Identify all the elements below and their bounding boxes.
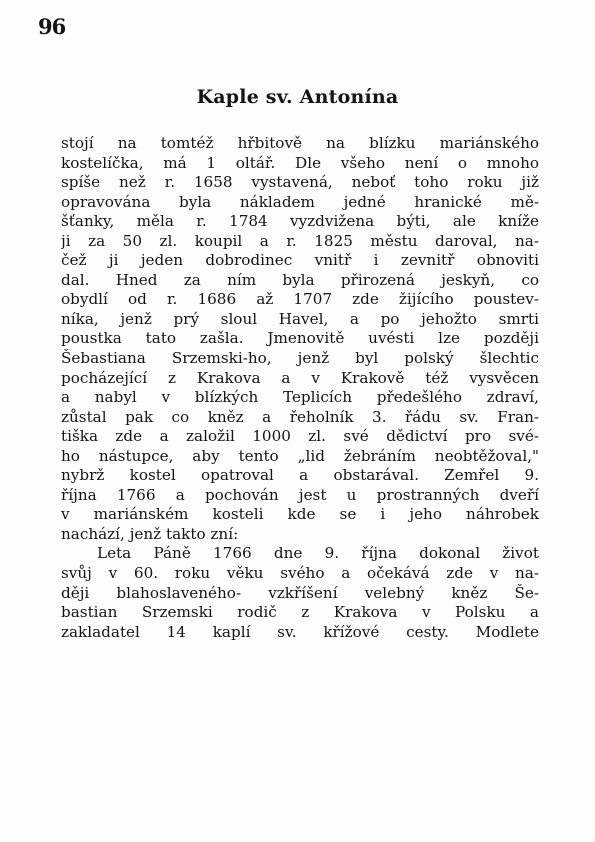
text-line: ději blahoslaveného- vzkříšení velebný kněz Še- xyxy=(61,583,539,602)
text-line: pocházející z Krakova a v Krakově též vysvěcen xyxy=(61,368,539,387)
section-heading: Kaple sv. Antonína xyxy=(196,86,399,108)
text-line: čež ji jeden dobrodinec vnitř i zevnitř obnoviti xyxy=(61,251,539,270)
text-line: spíše než r. 1658 vystavená, neboť toho roku již xyxy=(61,173,539,192)
text-line: října 1766 a pochován jest u prostranných dveří xyxy=(61,485,539,504)
text-line: ji za 50 zl. koupil a r. 1825 městu daroval, na- xyxy=(61,231,539,250)
text-line: zakladatel 14 kaplí sv. křížové cesty. Modlete xyxy=(61,622,539,641)
text-line: a nabyl v blízkých Teplicích předešlého zdraví, xyxy=(61,388,539,407)
text-line: Šebastiana Srzemski-ho, jenž byl polský šlechtic xyxy=(61,349,539,368)
text-line: kostelíčka, má 1 oltář. Dle všeho není o mnoho xyxy=(61,153,539,172)
text-line: obydlí od r. 1686 až 1707 zde žijícího poustev- xyxy=(61,290,539,309)
text-line: zůstal pak co kněz a řeholník 3. řádu sv. Fran- xyxy=(61,407,539,426)
text-line: stojí na tomtéž hřbitově na blízku mariánského xyxy=(61,134,539,152)
text-line: opravována byla nákladem jedné hranické mě- xyxy=(61,192,539,211)
text-line: tiška zde a založil 1000 zl. své dědictví pro své- xyxy=(61,427,539,446)
text-line: dal. Hned za ním byla přirozená jeskyň, co xyxy=(61,270,539,289)
text-line: nybrž kostel opatroval a obstarával. Zemřel 9. xyxy=(61,466,539,485)
page-number: 96 xyxy=(38,14,66,39)
body-text xyxy=(61,134,539,642)
text-line: nachází, jenž takto zní: xyxy=(61,524,239,543)
text-line: šťanky, měla r. 1784 vyzdvižena býti, ale kníže xyxy=(61,212,539,231)
text-line: poustka tato zašla. Jmenovitě uvésti lze později xyxy=(61,329,539,348)
text-line: svůj v 60. roku věku svého a očekává zde v na- xyxy=(61,564,539,583)
text-line: ho nástupce, aby tento „lid žebráním neobtěžoval," xyxy=(61,446,539,465)
text-line: Leta Páně 1766 dne 9. října dokonal život xyxy=(97,544,539,563)
text-line: bastian Srzemski rodič z Krakova v Polsku a xyxy=(61,603,539,622)
text-line: v mariánském kosteli kde se i jeho náhrobek xyxy=(61,505,539,524)
text-line: níka, jenž prý sloul Havel, a po jehožto smrti xyxy=(61,309,539,328)
